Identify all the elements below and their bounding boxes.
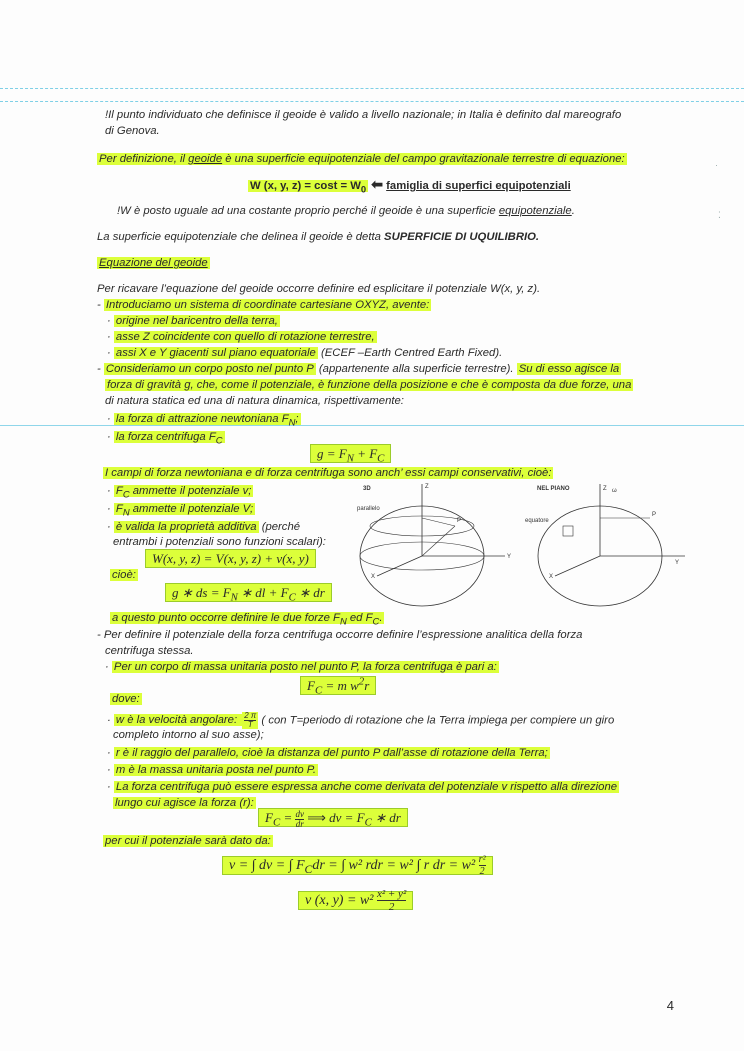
list-item: · $F_C$ ammette il potenziale v; <box>107 485 252 500</box>
list-item: · la forza centrifuga $F_C$ <box>107 431 223 446</box>
figure-3d-label: 3D <box>363 486 371 492</box>
integral-equation: v = ∫ dv = ∫ $F_Cdr$ = ∫ w² rdr = w² ∫ r dr = w² $\frac{\text{r²}}{2}$ <box>222 854 493 877</box>
centrifugal-equation: $F_C = m$ $w^2r$ <box>300 676 376 697</box>
y-label: Y <box>675 560 680 566</box>
figure-plane <box>525 484 685 606</box>
list-item: · w è la velocità angolare: $\frac{2 \pi}{T}$ ( con T=periodo di rotazione che la Terra impiega per compiere un giro <box>107 711 615 729</box>
x-label: X <box>549 574 554 580</box>
intro-line-1: !Il punto individuato che definisce il geoide è valido a livello nazionale; in Italia è definito dal mareografo <box>105 109 622 121</box>
geoid-equation: W (x, y, $z) = \cos t = W_0$ ⬅ famiglia di superfici equipotenziali <box>250 176 571 195</box>
list-item: · assi X e Y giacenti sul piano equatoriale (ECEF –Earth Centred Earth Fixed). <box>107 347 503 359</box>
list-item: · m è la massa unitaria posta nel punto P. <box>107 764 317 776</box>
margin-mark: · <box>715 160 718 170</box>
cioe-label: cioè: <box>112 569 136 581</box>
w-note: !W è posto uguale ad una costante proprio perché il geoide è una superficie equipotenziale. <box>117 205 575 217</box>
paragraph: centrifuga stessa. <box>105 645 194 657</box>
paragraph: forza di gravità g, che, come il potenziale, è funzione della posizione e che è composta da due forze, una <box>107 379 632 391</box>
dove-label: dove: <box>112 693 140 705</box>
figure-plane-label: NEL PIANO <box>537 486 570 492</box>
equilibrium-surface: La superficie equipotenziale che delinea il geoide è detta SUPERFICIE DI UQUILIBRIO. <box>97 231 540 243</box>
figure-3d <box>357 484 511 606</box>
list-item: · è valida la proprietà additiva (perché <box>107 521 301 533</box>
gravity-equation: $g = F_N + F_C$ <box>310 446 391 465</box>
intro-line-2: di Genova. <box>105 125 160 137</box>
list-item: · $F_N$ ammette il potenziale V; <box>107 503 254 518</box>
equator-label: equatore <box>525 518 549 524</box>
ruled-line <box>0 88 744 89</box>
final-equation: v (x, y) = w² $\frac{\text{x² + y²}}{2}$ <box>298 888 413 913</box>
list-item: - Consideriamo un corpo posto nel punto P (appartenente alla superficie terrestre). Su di esso agisce la <box>97 363 620 375</box>
list-item: · la forza di attrazione newtoniana $F_N$; <box>107 413 299 428</box>
ruled-line <box>0 101 744 102</box>
y-label: Y <box>507 554 512 560</box>
list-item: entrambi i potenziali sono funzioni scalari): <box>113 536 326 548</box>
differential-equation: g ∗ ds = $F_N$ ∗ dl + $F_C$ ∗ dr <box>165 585 332 604</box>
definition-line: Per definizione, il geoide è una superficie equipotenziale del campo gravitazionale terrestre di equazione: <box>99 153 625 165</box>
paragraph: - Per definire il potenziale della forza centrifuga occorre definire l’espressione analitica della forza <box>97 629 583 641</box>
list-item: - Introduciamo un sistema di coordinate cartesiane OXYZ, avente: <box>97 299 430 311</box>
list-item: lungo cui agisce la forza (r): <box>115 797 254 809</box>
list-item: · La forza centrifuga può essere espressa anche come derivata del potenziale v rispetto alla direzione <box>107 781 618 793</box>
paragraph: di natura statica ed una di natura dinamica, rispettivamente: <box>105 395 404 407</box>
derivative-equation: $F_C$ = $\frac{dv}{dr}$ ⟹ dv = $F_C$ ∗ dr <box>258 810 408 829</box>
list-item: · asse Z coincidente con quello di rotazione terrestre, <box>107 331 375 343</box>
x-axis <box>555 556 600 576</box>
section-title: Equazione del geoide <box>99 257 208 269</box>
z-label: Z <box>425 484 429 490</box>
paragraph: I campi di forza newtoniana e di forza centrifuga sono anch’ essi campi conservativi, cioè: <box>105 467 552 479</box>
list-item: · Per un corpo di massa unitaria posto nel punto P, la forza centrifuga è pari a: <box>105 661 497 673</box>
list-item: · r è il raggio del parallelo, cioè la distanza del punto P dall’asse di rotazione della Terra; <box>107 747 548 759</box>
point-p-label: P <box>457 518 462 524</box>
paragraph: a questo punto occorre definire le due forze $F_N$ ed $F_C$. <box>112 612 383 627</box>
paragraph: Per ricavare l’equazione del geoide occorre definire ed esplicitare il potenziale W(x, y, z). <box>97 283 541 295</box>
list-item: · origine nel baricentro della terra, <box>107 315 278 327</box>
z-label: Z <box>603 486 607 492</box>
radius-line <box>422 518 455 526</box>
x-axis <box>377 556 422 576</box>
margin-mark: ⁚ <box>718 210 721 220</box>
body-box <box>563 526 573 536</box>
parallel-label: parallelo <box>357 506 380 512</box>
point-p-label: P <box>652 512 657 518</box>
earth-figures <box>355 478 690 613</box>
page-number: 4 <box>666 998 674 1013</box>
paragraph: per cui il potenziale sarà dato da: <box>105 835 271 847</box>
position-line <box>422 526 455 556</box>
omega-label: ω <box>612 488 617 494</box>
x-label: X <box>371 574 376 580</box>
additive-equation: W(x, y, z) = V(x, y, z) + v(x, y) <box>145 551 316 567</box>
list-item: completo intorno al suo asse); <box>113 729 264 741</box>
